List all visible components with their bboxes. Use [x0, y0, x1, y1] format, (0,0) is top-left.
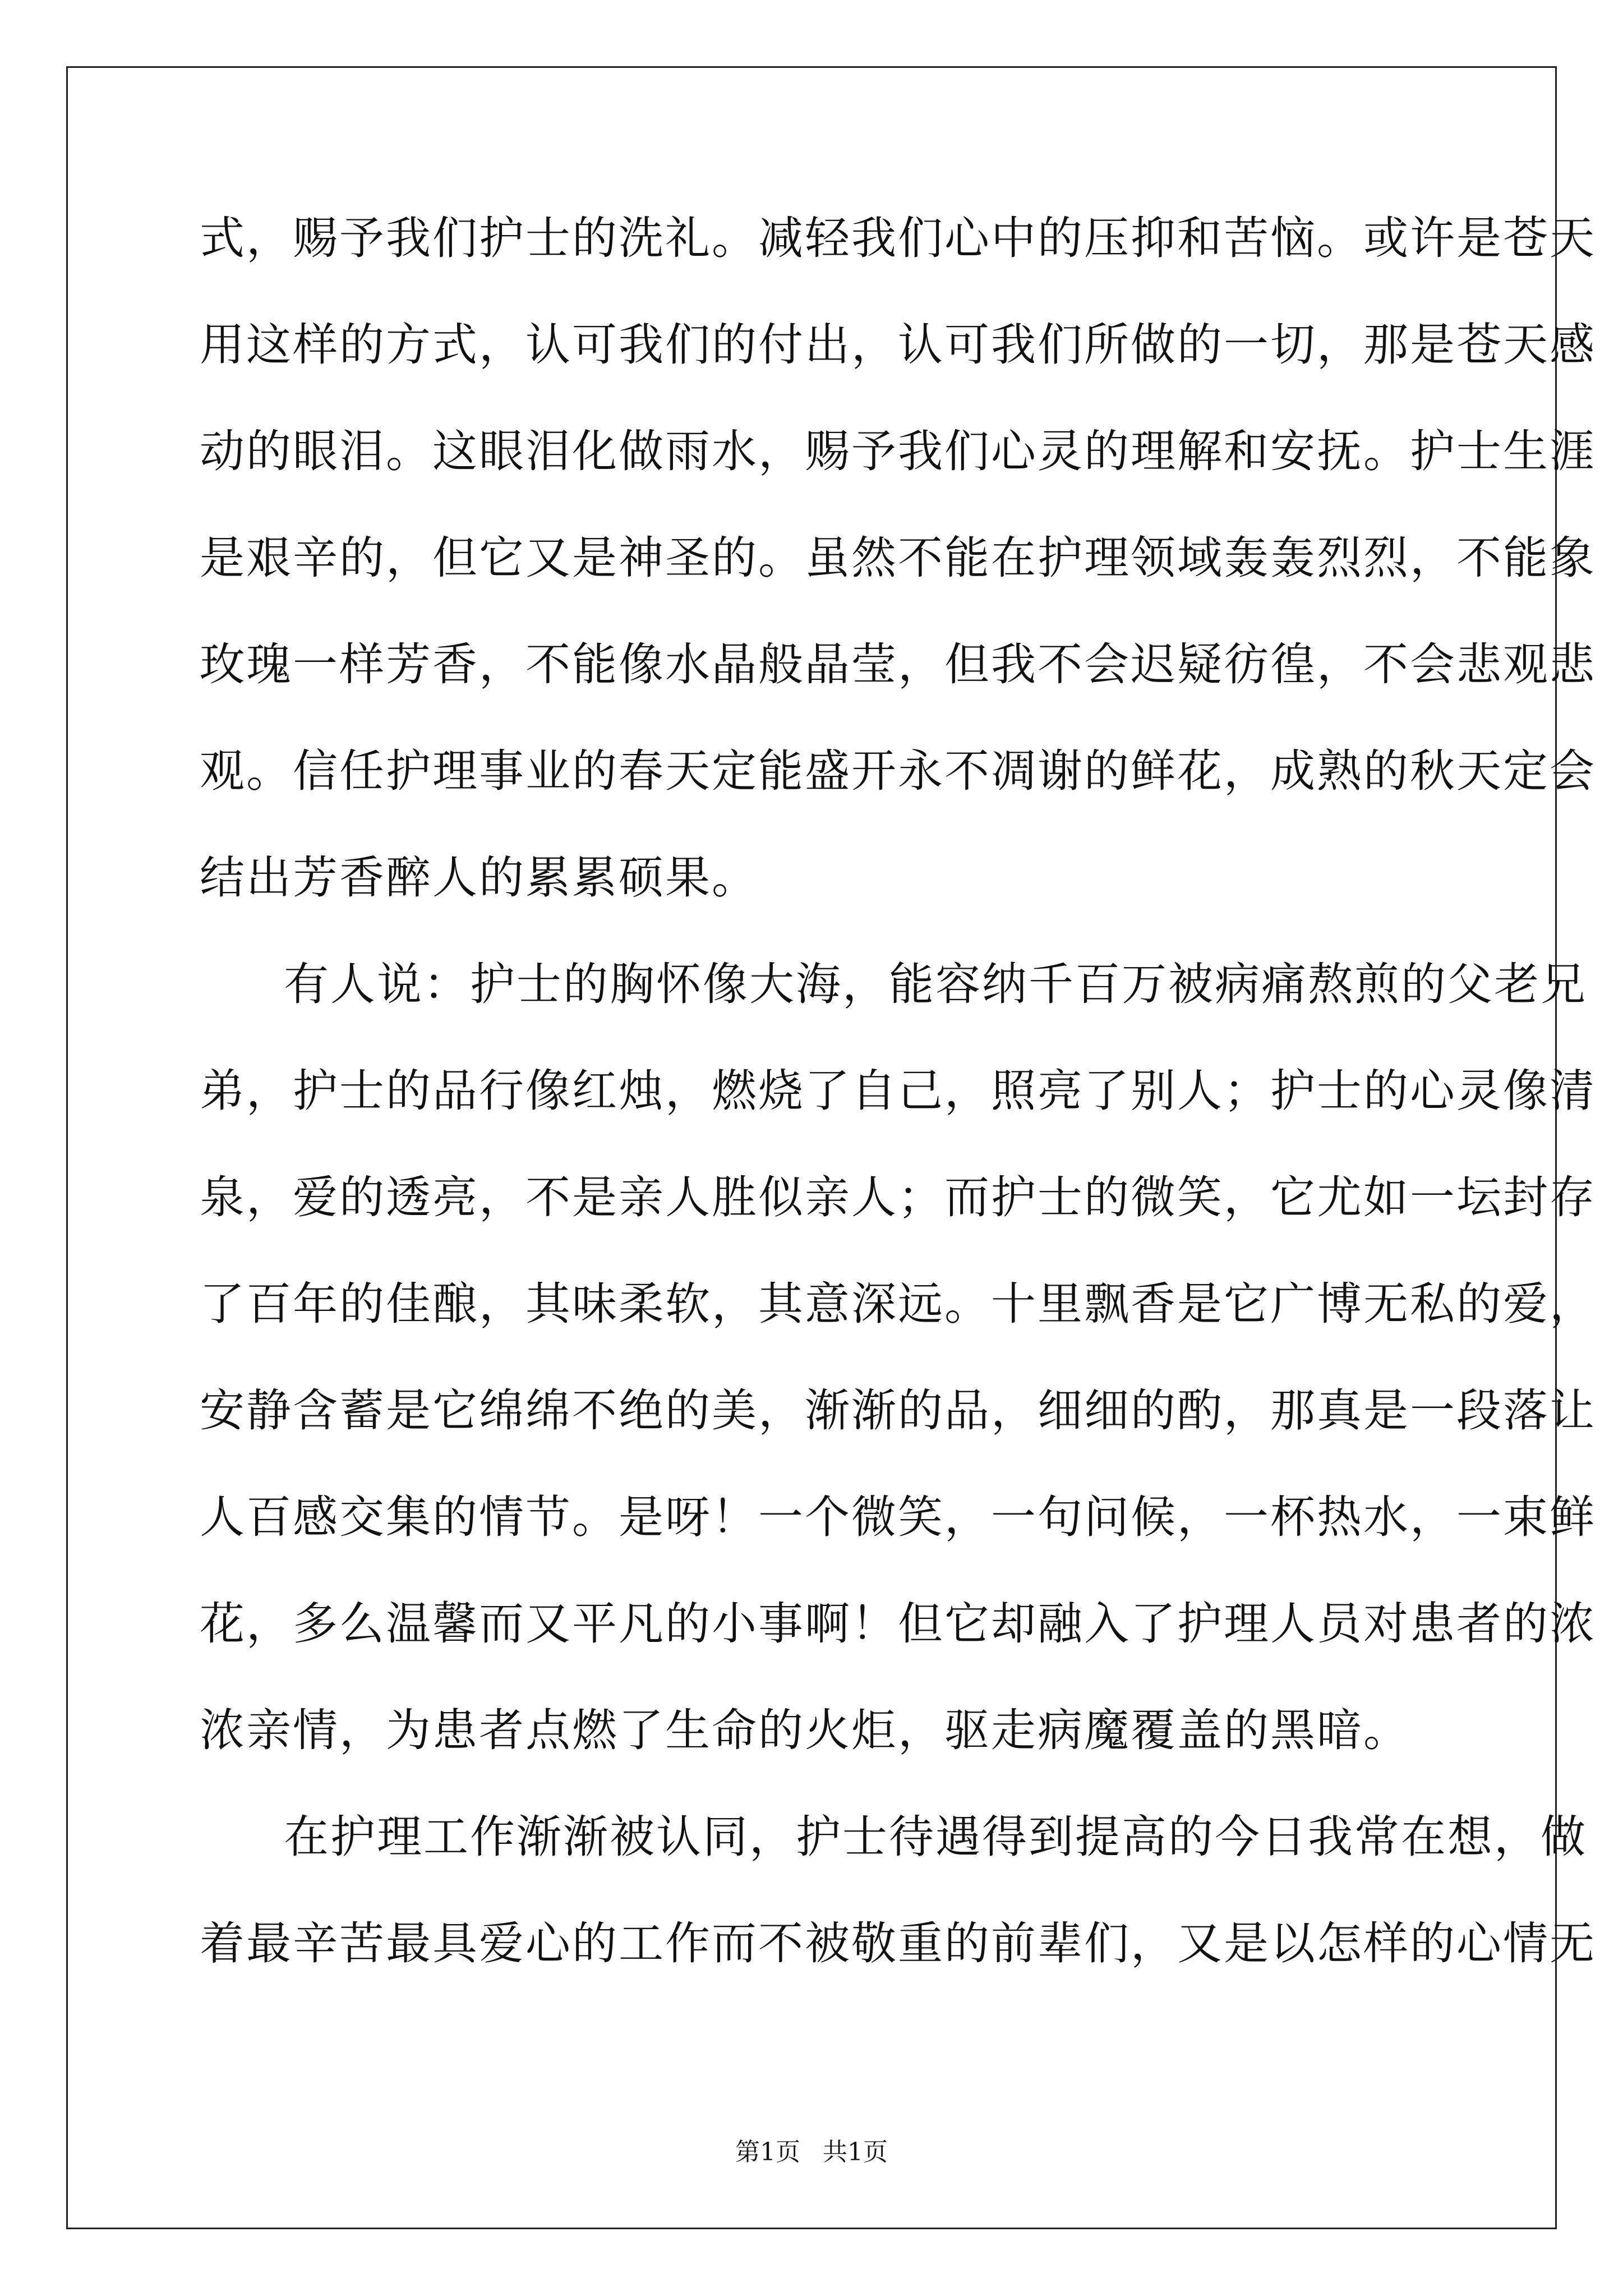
- text-line-2: 用这样的方式，认可我们的付出，认可我们所做的一切，那是苍天感: [200, 319, 1596, 371]
- text-line-4: 是艰辛的，但它又是神圣的。虽然不能在护理领域轰轰烈烈，不能象: [200, 532, 1596, 584]
- text-line-13: 人百感交集的情节。是呀！一个微笑，一句问候，一杯热水，一束鲜: [200, 1491, 1596, 1543]
- page-number: 第1页: [735, 2138, 800, 2166]
- text-line-17: 着最辛苦最具爱心的工作而不被敬重的前辈们，又是以怎样的心情无: [200, 1917, 1596, 1970]
- text-line-1: 式，赐予我们护士的洗礼。减轻我们心中的压抑和苦恼。或许是苍天: [200, 212, 1596, 264]
- text-line-5: 玫瑰一样芳香，不能像水晶般晶莹，但我不会迟疑彷徨，不会悲观悲: [200, 638, 1596, 691]
- text-line-9: 弟，护士的品行像红烛，燃烧了自己，照亮了别人；护士的心灵像清: [200, 1065, 1596, 1117]
- text-line-6: 观。信任护理事业的春天定能盛开永不凋谢的鲜花，成熟的秋天定会: [200, 745, 1596, 797]
- page-total: 共1页: [823, 2138, 888, 2166]
- text-line-12: 安静含蓄是它绵绵不绝的美，渐渐的品，细细的酌，那真是一段落让: [200, 1384, 1596, 1437]
- text-line-8: 有人说：护士的胸怀像大海，能容纳千百万被病痛熬煎的父老兄: [284, 958, 1587, 1010]
- text-line-16: 在护理工作渐渐被认同，护士待遇得到提高的今日我常在想，做: [284, 1811, 1587, 1863]
- text-line-3: 动的眼泪。这眼泪化做雨水，赐予我们心灵的理解和安抚。护士生涯: [200, 425, 1596, 477]
- document-body: [200, 185, 1596, 1997]
- text-line-7: 结出芳香醉人的累累硕果。: [200, 852, 758, 904]
- page-footer: [0, 2132, 1623, 2168]
- text-line-11: 了百年的佳酿，其味柔软，其意深远。十里飘香是它广博无私的爱，: [200, 1278, 1596, 1330]
- text-line-15: 浓亲情，为患者点燃了生命的火炬，驱走病魔覆盖的黑暗。: [200, 1704, 1410, 1756]
- text-line-14: 花，多么温馨而又平凡的小事啊！但它却融入了护理人员对患者的浓: [200, 1598, 1596, 1650]
- text-line-10: 泉，爱的透亮，不是亲人胜似亲人；而护士的微笑，它尤如一坛封存: [200, 1171, 1596, 1223]
